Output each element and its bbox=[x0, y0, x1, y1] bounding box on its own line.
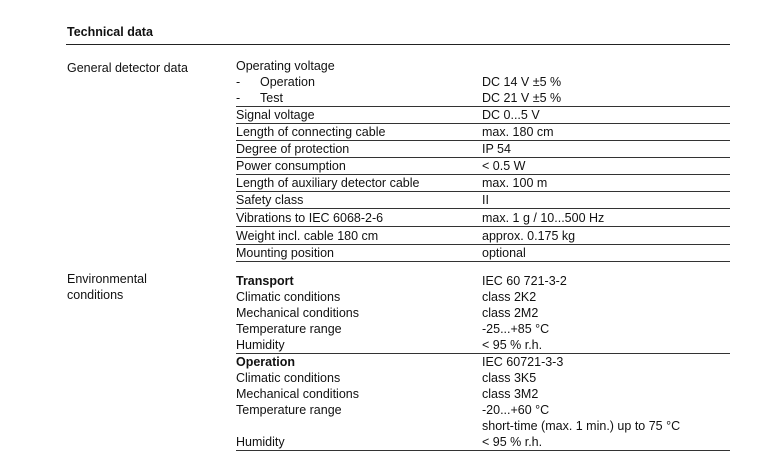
spec-value: max. 180 cm bbox=[482, 125, 554, 139]
spec-value: < 95 % r.h. bbox=[482, 435, 543, 449]
spec-value: short-time (max. 1 min.) up to 75 °C bbox=[482, 419, 681, 433]
bullet-dash: - bbox=[236, 75, 241, 89]
spec-row bbox=[236, 158, 730, 175]
spec-row bbox=[236, 321, 730, 337]
spec-name: Test bbox=[260, 91, 283, 105]
spec-name: Mechanical conditions bbox=[236, 387, 359, 401]
spec-name: Humidity bbox=[236, 338, 285, 352]
spec-name: Operating voltage bbox=[236, 59, 335, 73]
general-section-label: General detector data bbox=[67, 61, 188, 75]
spec-value: class 3K5 bbox=[482, 371, 537, 385]
spec-name-cell bbox=[236, 91, 482, 106]
spec-value: max. 1 g / 10...500 Hz bbox=[482, 211, 605, 225]
spec-row bbox=[236, 192, 730, 209]
spec-value: approx. 0.175 kg bbox=[482, 229, 576, 243]
spec-value: optional bbox=[482, 246, 526, 260]
spec-row bbox=[236, 289, 730, 305]
spec-row bbox=[236, 90, 730, 107]
spec-value: IEC 60 721-3-2 bbox=[482, 274, 567, 288]
spec-row bbox=[236, 354, 730, 370]
spec-row bbox=[236, 418, 730, 434]
spec-value: II bbox=[482, 193, 489, 207]
spec-row bbox=[236, 337, 730, 354]
spec-row bbox=[236, 402, 730, 418]
spec-value: < 95 % r.h. bbox=[482, 338, 543, 352]
spec-value: max. 100 m bbox=[482, 176, 548, 190]
spec-row bbox=[236, 305, 730, 321]
spec-name: Length of connecting cable bbox=[236, 125, 386, 139]
spec-name: Climatic conditions bbox=[236, 290, 341, 304]
spec-row bbox=[236, 434, 730, 451]
spec-name: Mechanical conditions bbox=[236, 306, 359, 320]
environment-label-line2: conditions bbox=[67, 288, 124, 302]
spec-row bbox=[236, 245, 730, 262]
spec-value: class 3M2 bbox=[482, 387, 539, 401]
spec-name: Length of auxiliary detector cable bbox=[236, 176, 420, 190]
spec-row bbox=[236, 74, 730, 90]
environment-section-label bbox=[67, 271, 207, 303]
general-spec-table bbox=[236, 59, 730, 262]
spec-name: Temperature range bbox=[236, 403, 342, 417]
spec-name: Climatic conditions bbox=[236, 371, 341, 385]
spec-row bbox=[236, 386, 730, 402]
spec-row bbox=[236, 370, 730, 386]
environment-spec-table bbox=[236, 273, 730, 451]
spec-name: Humidity bbox=[236, 435, 285, 449]
spec-value: -25...+85 °C bbox=[482, 322, 550, 336]
spec-row bbox=[236, 227, 730, 245]
spec-name: Signal voltage bbox=[236, 108, 315, 122]
title-divider bbox=[66, 44, 730, 45]
spec-value: class 2M2 bbox=[482, 306, 539, 320]
spec-name: Temperature range bbox=[236, 322, 342, 336]
spec-value: class 2K2 bbox=[482, 290, 537, 304]
spec-row bbox=[236, 107, 730, 124]
spec-group-heading: Transport bbox=[236, 274, 294, 288]
spec-name: Safety class bbox=[236, 193, 304, 207]
spec-name: Vibrations to IEC 6068-2-6 bbox=[236, 211, 384, 225]
spec-value: DC 21 V ±5 % bbox=[482, 91, 562, 105]
spec-name: Weight incl. cable 180 cm bbox=[236, 229, 379, 243]
spec-value: < 0.5 W bbox=[482, 159, 526, 173]
spec-value: DC 0...5 V bbox=[482, 108, 540, 122]
spec-name-cell bbox=[236, 75, 482, 90]
spec-row bbox=[236, 209, 730, 227]
spec-group-heading: Operation bbox=[236, 355, 296, 369]
spec-value: -20...+60 °C bbox=[482, 403, 550, 417]
spec-name: Degree of protection bbox=[236, 142, 350, 156]
spec-name: Mounting position bbox=[236, 246, 334, 260]
spec-name: Power consumption bbox=[236, 159, 346, 173]
spec-row bbox=[236, 273, 730, 289]
bullet-dash: - bbox=[236, 91, 241, 105]
spec-name: Operation bbox=[260, 75, 315, 89]
spec-row bbox=[236, 124, 730, 141]
spec-value: DC 14 V ±5 % bbox=[482, 75, 562, 89]
spec-row bbox=[236, 59, 730, 74]
page-title: Technical data bbox=[67, 25, 153, 39]
environment-label-line1: Environmental bbox=[67, 272, 147, 286]
spec-value: IP 54 bbox=[482, 142, 511, 156]
spec-value: IEC 60721-3-3 bbox=[482, 355, 564, 369]
spec-row bbox=[236, 141, 730, 158]
spec-row bbox=[236, 175, 730, 192]
